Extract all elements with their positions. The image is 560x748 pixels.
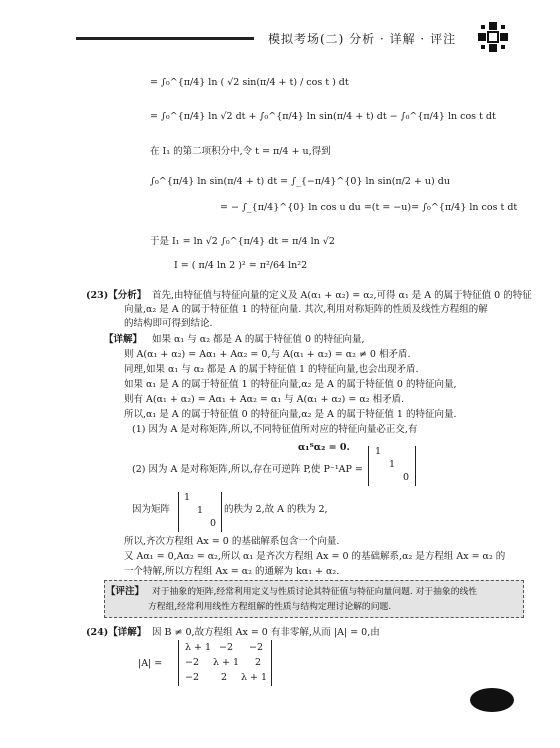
header-ornament-icon: [478, 22, 508, 52]
diagonal-matrix-1: [368, 446, 416, 486]
matrix-cell: 1: [197, 505, 204, 516]
determinant-label: |A| =: [138, 658, 163, 669]
diagonal-matrix-2: [178, 492, 222, 532]
detail-10a: 因为矩阵: [132, 504, 171, 515]
matrix-cell: 0: [403, 472, 410, 483]
q23-analysis-3: 的结构即可得到结论.: [124, 318, 213, 329]
formula-line-2: = ∫₀^{π/4} ln √2 dt + ∫₀^{π/4} ln sin(π/4 + t) dt − ∫₀^{π/4} ln cos t dt: [150, 111, 496, 122]
determinant-matrix: [178, 640, 272, 686]
detail-tag: 【详解】: [104, 334, 143, 345]
detail-11: 所以,齐次方程组 Ax = 0 的基础解系包含一个向量.: [124, 536, 340, 547]
det-cell: λ + 1: [241, 672, 268, 683]
page-number-badge: [470, 688, 514, 712]
det-cell: −2: [249, 642, 264, 653]
formula-line-6: 于是 I₁ = ln √2 ∫₀^{π/4} dt = π/4 ln √2: [150, 236, 335, 247]
detail-1: 如果 α₁ 与 α₂ 都是 A 的属于特征值 0 的特征向量,: [152, 334, 365, 345]
detail-8: α₁ᵀα₂ = 0.: [298, 442, 350, 453]
det-cell: λ + 1: [213, 657, 240, 668]
q23-analysis-2: 向量,α₂ 是 A 的属于特征值 1 的特征向量. 其次,利用对称矩阵的性质及线性方程组的解: [124, 304, 488, 315]
detail-3: 同理,如果 α₁ 与 α₂ 都是 A 的属于特征值 1 的特征向量,也会出现矛盾.: [124, 364, 419, 375]
matrix-cell: 1: [375, 446, 382, 457]
det-cell: 2: [221, 672, 228, 683]
detail-2: 则 A(α₁ + α₂) = Aα₁ + Aα₂ = 0,与 A(α₁ + α₂) = α₂ ≠ 0 相矛盾.: [124, 349, 411, 360]
q23-analysis-tag: (23)【分析】: [86, 290, 147, 301]
matrix-cell: 1: [184, 492, 191, 503]
formula-line-1: = ∫₀^{π/4} ln ( √2 sin(π/4 + t) / cos t ) dt: [150, 77, 349, 88]
matrix-cell: 0: [210, 518, 217, 529]
detail-5: 则有 A(α₁ + α₂) = Aα₁ + Aα₂ = α₁ 与 A(α₁ + α₂) = α₂ 相矛盾.: [124, 394, 405, 405]
commentary-line-2: 方程组,经常利用线性方程组解的性质与结构定理讨论解的问题.: [148, 602, 392, 612]
formula-line-5: = − ∫_{π/4}^{0} ln cos u du =(t = −u)= ∫₀^{π/4} ln cos t dt: [220, 202, 518, 213]
detail-4: 如果 α₁ 是 A 的属于特征值 1 的特征向量,α₂ 是 A 的属于特征值 0 的特征向量,: [124, 379, 457, 390]
q23-analysis-1: 首先,由特征值与特征向量的定义及 A(α₁ + α₂) = α₂,可得 α₁ 是 A 的属于特征值 0 的特征: [152, 290, 532, 301]
det-cell: −2: [185, 672, 200, 683]
matrix-cell: 1: [389, 459, 396, 470]
det-cell: −2: [185, 657, 200, 668]
q24-line-1: 因 B ≠ 0,故方程组 Ax = 0 有非零解,从而 |A| = 0,由: [152, 627, 380, 638]
detail-7: (1) 因为 A 是对称矩阵,所以,不同特征值所对应的特征向量必正交,有: [132, 424, 418, 435]
page-header-title: 模拟考场(二) 分析 · 详解 · 评注: [268, 32, 457, 46]
detail-9: (2) 因为 A 是对称矩阵,所以,存在可逆阵 P,使 P⁻¹AP =: [132, 464, 363, 475]
detail-13: 一个特解,所以方程组 Ax = α₂ 的通解为 kα₁ + α₂.: [124, 566, 340, 577]
det-cell: −2: [219, 642, 234, 653]
detail-12: 又 Aα₁ = 0,Aα₂ = α₂,所以 α₁ 是齐次方程组 Ax = 0 的基础解系,α₂ 是方程组 Ax = α₂ 的: [124, 551, 506, 562]
det-cell: λ + 1: [185, 642, 212, 653]
q24-detail-tag: (24)【详解】: [86, 627, 147, 638]
detail-6: 所以,α₁ 是 A 的属于特征值 0 的特征向量,α₂ 是 A 的属于特征值 1 的特征向量.: [124, 409, 457, 420]
formula-line-7: I = ( π/4 ln 2 )² = π²/64 ln²2: [174, 260, 308, 271]
commentary-line-1: 对于抽象的矩阵,经常利用定义与性质讨论其特征值与特征向量问题. 对于抽象的线性: [152, 587, 478, 597]
header-rule: [76, 37, 254, 40]
text-line-3: 在 I₁ 的第二项积分中,令 t = π/4 + u,得到: [150, 146, 331, 157]
det-cell: 2: [255, 657, 262, 668]
formula-line-4: ∫₀^{π/4} ln sin(π/4 + t) dt = ∫_{−π/4}^{0} ln sin(π/2 + u) du: [150, 176, 450, 187]
detail-10b: 的秩为 2,故 A 的秩为 2,: [224, 504, 328, 515]
commentary-tag: 【评注】: [106, 586, 145, 597]
